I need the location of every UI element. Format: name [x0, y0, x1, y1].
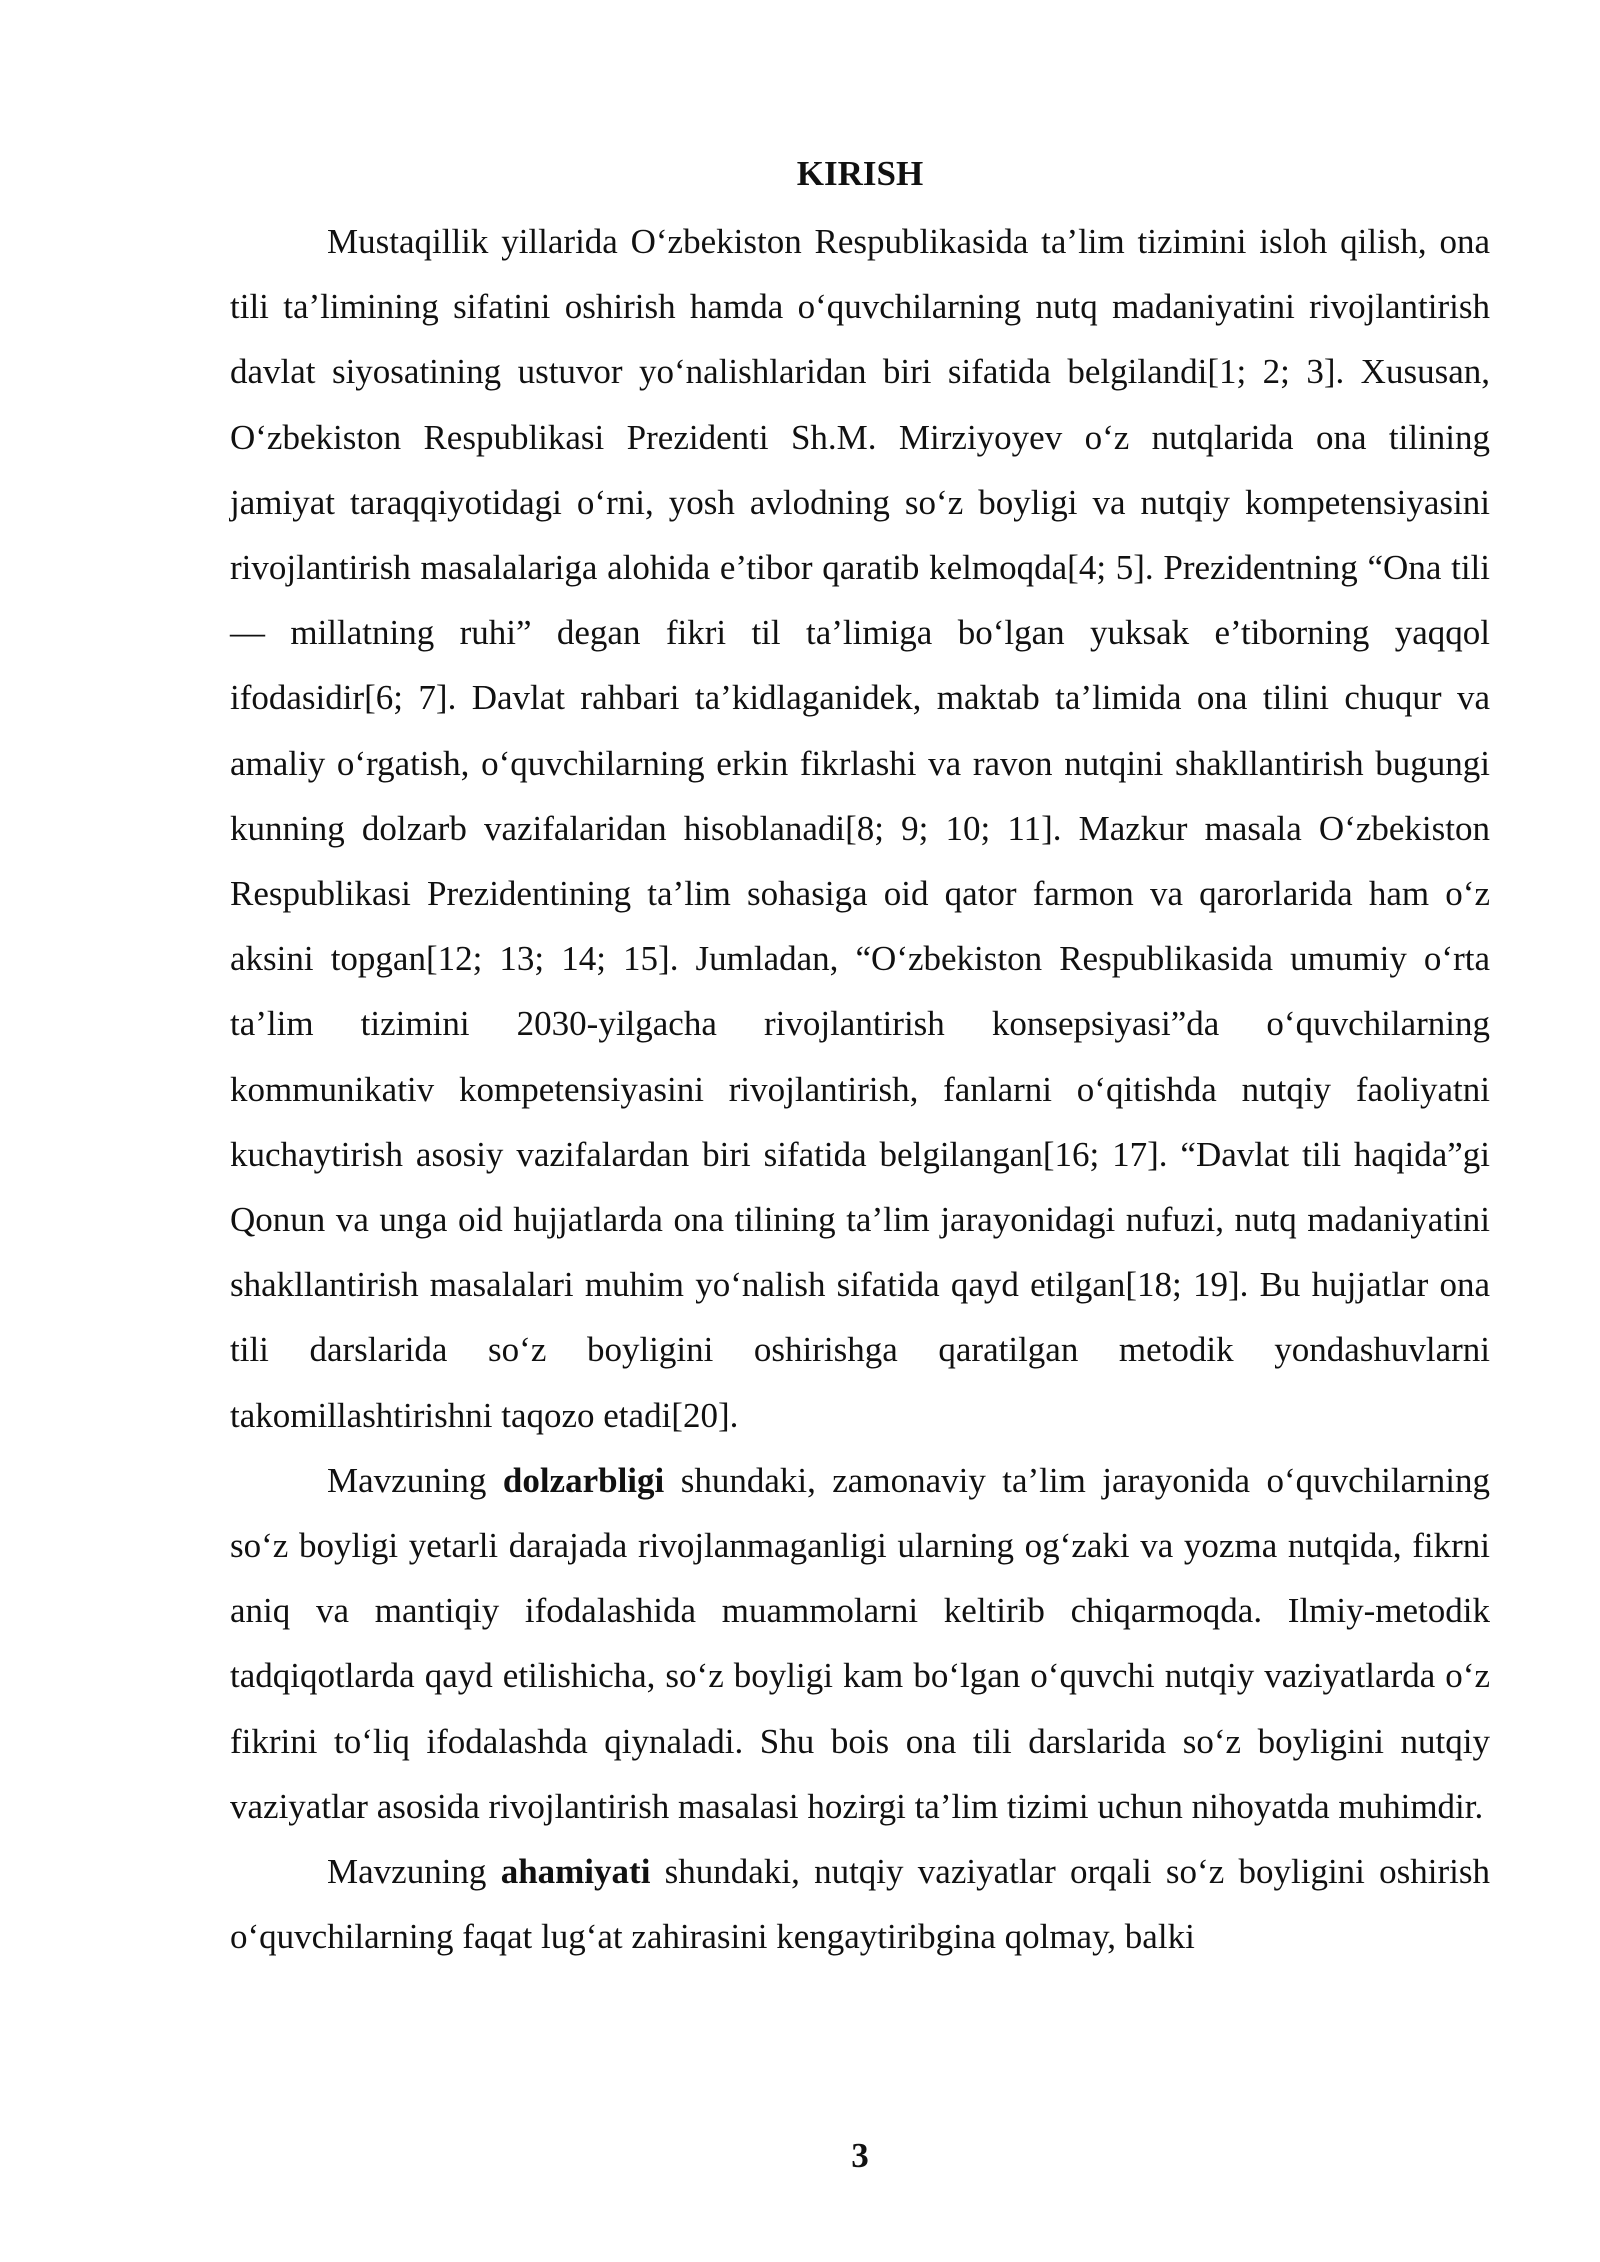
paragraph-lead: Mavzuning	[327, 1852, 501, 1892]
paragraph-intro: Mustaqillik yillarida O‘zbekiston Respublikasida ta’lim tizimini isloh qilish, ona tili ta’limining sifatini oshirish hamda o‘quvchilarning nutq madaniyatini rivojlantirish davlat siyosatining ustuvor yo‘nalishlaridan biri sifatida belgilandi[1; 2; 3]. Xususan, O‘zbekiston Respublikasi Prezidenti Sh.M. Mirziyoyev o‘z nutqlarida ona tilining jamiyat taraqqiyotidagi o‘rni, yosh avlodning so‘z boyligi va nutqiy kompetensiyasini rivojlantirish masalalariga alohida e’tibor qaratib kelmoqda[4; 5]. Prezidentning “Ona tili — millatning ruhi” degan fikri til ta’limiga bo‘lgan yuksak e’tiborning yaqqol ifodasidir[6; 7]. Davlat rahbari ta’kidlaganidek, maktab ta’limida ona tilini chuqur va amaliy o‘rgatish, o‘quvchilarning erkin fikrlashi va ravon nutqini shakllantirish bugungi kunning dolzarb vazifalaridan hisoblanadi[8; 9; 10; 11]. Mazkur masala O‘zbekiston Respublikasi Prezidentining ta’lim sohasiga oid qator farmon va qarorlarida ham o‘z aksini topgan[12; 13; 14; 15]. Jumladan, “O‘zbekiston Respublikasida umumiy o‘rta ta’lim tizimini 2030-yilgacha rivojlantirish konsepsiyasi”da o‘quvchilarning kommunikativ kompetensiyasini rivojlantirish, fanlarni o‘qitishda nutqiy faoliyatni kuchaytirish asosiy vazifalardan biri sifatida belgilangan[16; 17]. “Davlat tili haqida”gi Qonun va unga oid hujjatlarda ona tilining ta’lim jarayonidagi nufuzi, nutq madaniyatini shakllantirish masalalari muhim yo‘nalish sifatida qayd etilgan[18; 19]. Bu hujjatlar ona tili darslarida so‘z boyligini oshirishga qaratilgan metodik yondashuvlarni takomillashtirishni taqozo etadi[20].	[230, 222, 1490, 1435]
paragraph-importance	[230, 1839, 1490, 1969]
bold-term-relevance: dolzarbligi	[502, 1460, 665, 1500]
bold-term-importance: ahamiyati	[500, 1852, 651, 1892]
body-text	[230, 209, 1490, 1969]
page-number: 3	[851, 2136, 869, 2175]
paragraph-text: shundaki, nutqiy vaziyatlar orqali so‘z boyligini oshirish o‘quvchilarning faqat lug‘at zahirasini kengaytiribgina qolmay, balki	[230, 1852, 1491, 1957]
paragraph-lead: Mavzuning	[327, 1460, 503, 1500]
paragraph-relevance	[230, 1448, 1490, 1839]
paragraph-text: shundaki, zamonaviy ta’lim jarayonida o‘quvchilarning so‘z boyligi yetarli darajada rivojlanmaganligi ularning og‘zaki va yozma nutqida, fikrni aniq va mantiqiy ifodalashida muammolarni keltirib chiqarmoqda. Ilmiy-metodik tadqiqotlarda qayd etilishicha, so‘z boyligi kam bo‘lgan o‘quvchi nutqiy vaziyatlarda o‘z fikrini to‘liq ifodalashda qiynaladi. Shu bois ona tili darslarida so‘z boyligini nutqiy vaziyatlar asosida rivojlantirish masalasi hozirgi ta’lim tizimi uchun nihoyatda muhimdir.	[230, 1460, 1490, 1826]
section-title: KIRISH	[796, 154, 924, 193]
